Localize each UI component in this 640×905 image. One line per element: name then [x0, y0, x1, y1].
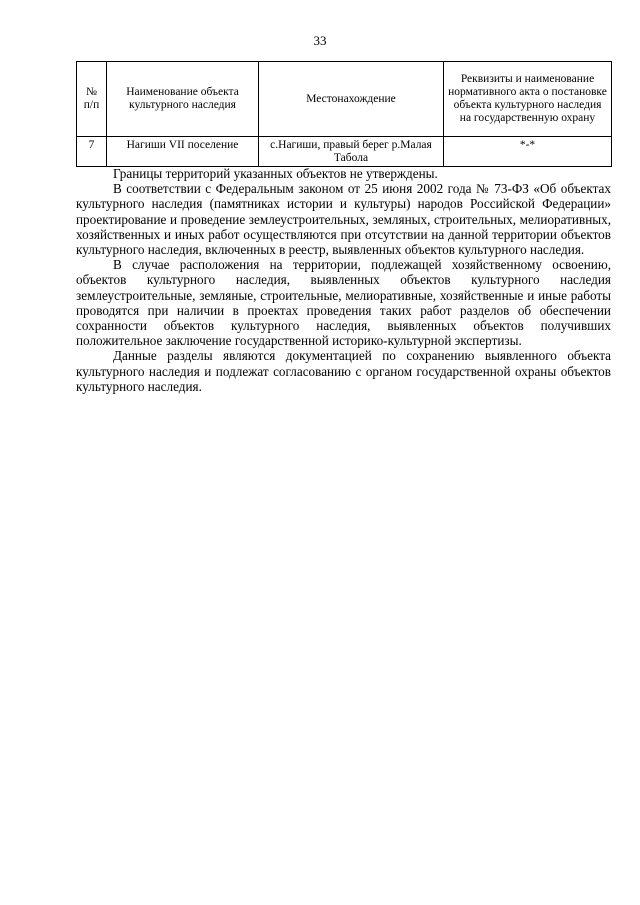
paragraph-works-conditions: В случае расположения на территории, подлежащей хозяйственному освоению, объектов культурного наследия, выявленных объектов культурного наследия землеустроительные, земляные, строительные, мелиоративные, хозяйственные и иные работы проводятся при наличии в проектах проведения таких работ разделов об обеспечении сохранности объектов культурного наследия, выявленных объектов получивших положительное заключение государственной историко-культурной экспертизы.	[76, 257, 611, 349]
header-requisites: Реквизиты и наименование нормативного акта о постановке объекта культурного наследия на государственную охрану	[444, 62, 612, 137]
cell-requisites: *-*	[444, 137, 612, 167]
cell-num: 7	[77, 137, 107, 167]
table-row	[77, 137, 612, 167]
body-text	[76, 166, 611, 394]
table-header-row	[77, 62, 612, 137]
header-num: № п/п	[77, 62, 107, 137]
paragraph-federal-law: В соответствии с Федеральным законом от 25 июня 2002 года № 73-ФЗ «Об объектах культурного наследия (памятниках истории и культуры) народов Российской Федерации» проектирование и проведение землеустроительных, земляных, строительных, мелиоративных, хозяйственных и иных работ осуществляются при отсутствии на данной территории объектов культурного наследия, включенных в реестр, выявленных объектов культурного наследия.	[76, 181, 611, 258]
paragraph-borders: Границы территорий указанных объектов не утверждены.	[113, 166, 438, 181]
cell-object-name: Нагиши VII поселение	[107, 137, 259, 167]
page-number: 33	[313, 33, 327, 48]
cell-location: с.Нагиши, правый берег р.Малая Табола	[259, 137, 444, 167]
paragraph-documentation: Данные разделы являются документацией по сохранению выявленного объекта культурного наследия и подлежат согласованию с органом государственной охраны объектов культурного наследия.	[76, 348, 611, 394]
header-object-name: Наименование объекта культурного наследия	[107, 62, 259, 137]
header-location: Местонахождение	[259, 62, 444, 137]
heritage-objects-table	[76, 61, 612, 167]
